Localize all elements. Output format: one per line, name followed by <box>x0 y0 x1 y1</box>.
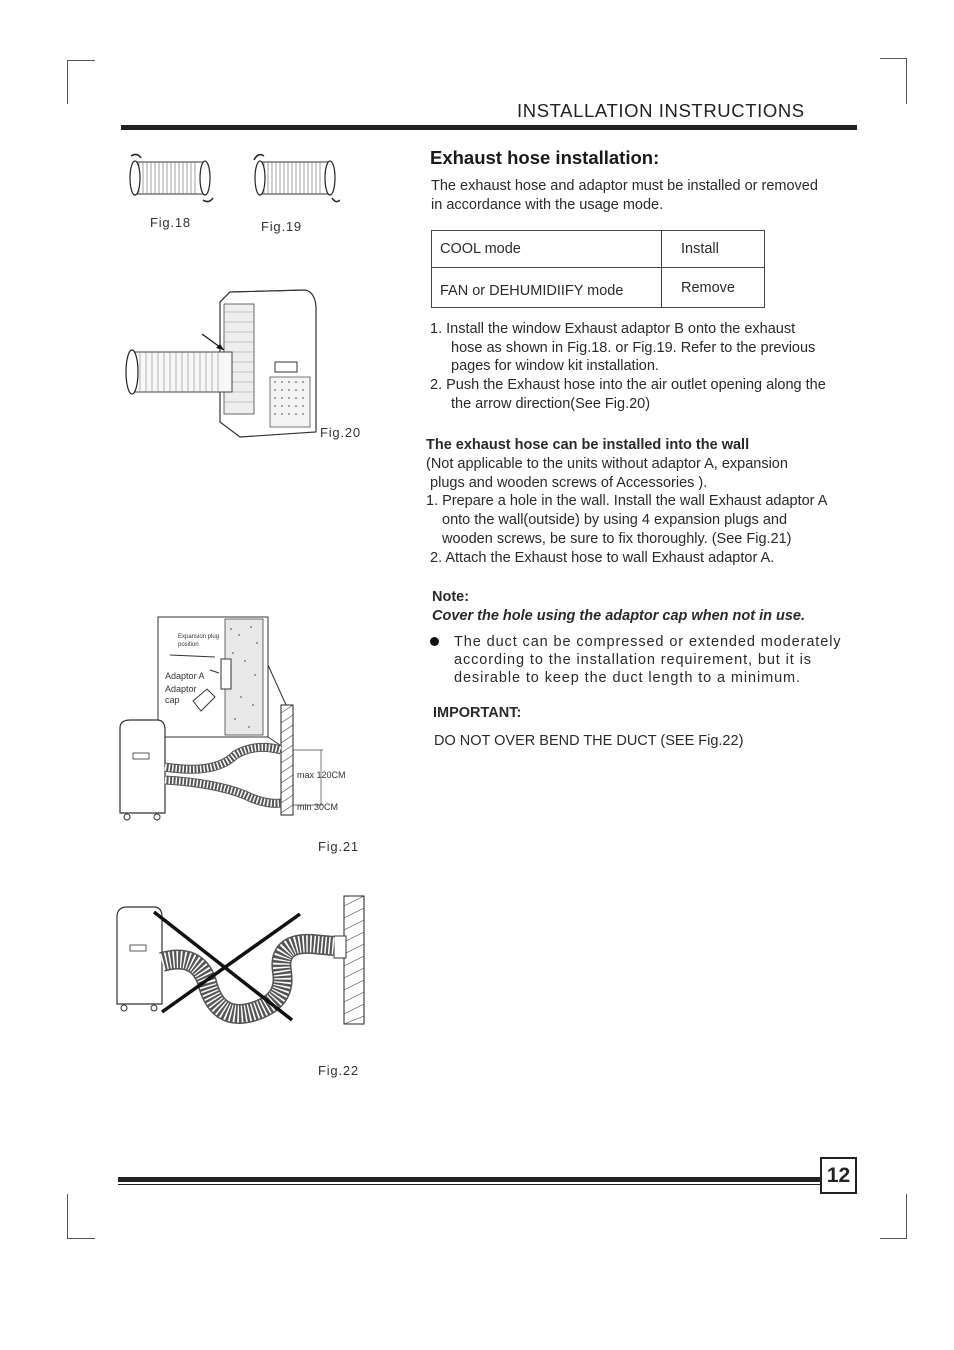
bullet-line-2: according to the installation requirement, but it is <box>454 652 812 668</box>
table-row <box>432 268 765 308</box>
fig21-wall-installation-illustration <box>115 615 365 825</box>
bullet-dot-icon <box>430 637 439 646</box>
important-label: IMPORTANT: <box>433 705 522 721</box>
table-row <box>432 231 765 268</box>
intro-line-1: The exhaust hose and adaptor must be installed or removed <box>431 178 818 194</box>
note-label: Note: <box>432 589 470 605</box>
mode-cell: FAN or DEHUMIDIIFY mode <box>432 268 662 308</box>
bullet-line-3: desirable to keep the duct length to a minimum. <box>454 670 801 686</box>
step-2-line-1: 2. Push the Exhaust hose into the air outlet opening along the <box>430 377 826 393</box>
mode-cell: COOL mode <box>432 231 662 268</box>
action-cell: Remove <box>662 268 765 308</box>
crop-mark-br-h <box>880 1238 907 1239</box>
wall-section-heading: The exhaust hose can be installed into the wall <box>426 437 750 453</box>
fig21-label: Fig.21 <box>318 839 359 854</box>
page-header-title: INSTALLATION INSTRUCTIONS <box>517 100 805 121</box>
important-text: DO NOT OVER BEND THE DUCT (SEE Fig.22) <box>434 733 744 749</box>
crop-mark-bl-h <box>67 1238 95 1239</box>
fig21-max-label: max 120CM <box>297 770 346 780</box>
header-rule <box>121 125 857 130</box>
fig21-adaptor-cap-line1: Adaptor <box>165 684 197 694</box>
crop-mark-tr-h <box>880 58 907 59</box>
fig21-adaptor-a-label: Adaptor A <box>165 671 205 681</box>
footer-rule-thin <box>118 1184 822 1185</box>
mode-table <box>431 230 765 308</box>
wall-line-5: wooden screws, be sure to fix thoroughly. (See Fig.21) <box>442 531 792 547</box>
bullet-line-1: The duct can be compressed or extended moderately <box>454 634 842 650</box>
fig19-label: Fig.19 <box>261 219 302 234</box>
wall-line-6: 2. Attach the Exhaust hose to wall Exhaust adaptor A. <box>426 550 775 566</box>
fig18-label: Fig.18 <box>150 215 191 230</box>
note-text: Cover the hole using the adaptor cap when not in use. <box>432 608 806 624</box>
fig21-adaptor-cap-line2: cap <box>165 695 180 705</box>
crop-mark-br-v <box>906 1194 907 1238</box>
wall-line-3: 1. Prepare a hole in the wall. Install the wall Exhaust adaptor A <box>426 493 828 509</box>
fig21-min-label: min 30CM <box>297 802 339 812</box>
wall-line-2: plugs and wooden screws of Accessories ). <box>426 475 708 491</box>
fig22-label: Fig.22 <box>318 1063 359 1078</box>
fig20-unit-with-hose-illustration <box>120 282 325 442</box>
crop-mark-tr-v <box>906 58 907 104</box>
fig19-hose-illustration <box>250 152 340 207</box>
fig18-hose-illustration <box>125 152 215 207</box>
crop-mark-bl-v <box>67 1194 68 1238</box>
action-cell: Install <box>662 231 765 268</box>
step-1-line-2: hose as shown in Fig.18. or Fig.19. Refer to the previous <box>451 340 816 356</box>
footer-rule <box>118 1177 822 1182</box>
section-title: Exhaust hose installation: <box>430 147 660 168</box>
intro-line-2: in accordance with the usage mode. <box>431 197 664 213</box>
wall-line-4: onto the wall(outside) by using 4 expansion plugs and <box>442 512 788 528</box>
page-number: 12 <box>820 1157 857 1194</box>
crop-mark-tl-v <box>67 60 68 104</box>
fig21-expansion-plug-line2: position <box>178 642 199 648</box>
fig21-expansion-plug-line1: Expansion plug <box>178 634 220 640</box>
step-2-line-2: the arrow direction(See Fig.20) <box>451 396 651 412</box>
step-1-line-3: pages for window kit installation. <box>451 358 659 374</box>
wall-line-1: (Not applicable to the units without adaptor A, expansion <box>426 456 788 472</box>
fig20-label: Fig.20 <box>320 425 361 440</box>
step-1-line-1: 1. Install the window Exhaust adaptor B onto the exhaust <box>430 321 796 337</box>
crop-mark-tl-h <box>67 60 95 61</box>
fig22-over-bent-duct-illustration <box>112 892 372 1027</box>
